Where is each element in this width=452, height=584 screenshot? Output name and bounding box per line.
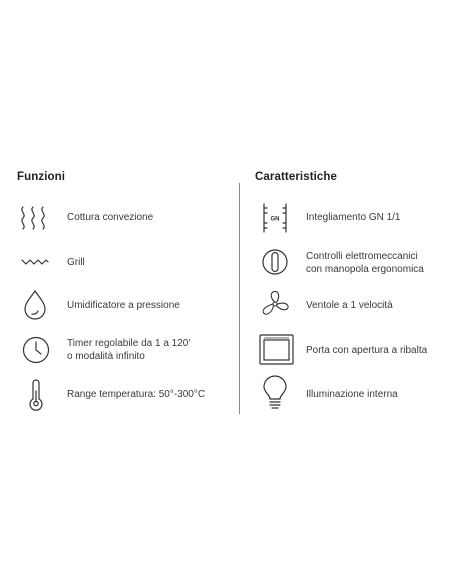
gn-tray-icon <box>262 203 288 233</box>
fan-icon <box>260 290 290 318</box>
thermometer-icon <box>28 380 44 410</box>
feature-label-cottura-convezione: Cottura convezione <box>67 212 154 223</box>
feature-label-porta: Porta con apertura a ribalta <box>306 345 428 356</box>
feature-label-grill: Grill <box>67 257 85 268</box>
funzioni-heading: Funzioni <box>17 171 66 183</box>
feature-label-timer: Timer regolabile da 1 a 120' o modalità infinito <box>67 338 191 362</box>
feature-label-illuminazione: Illuminazione interna <box>306 389 398 400</box>
feature-label-controlli: Controlli elettromeccanici con manopola ergonomica <box>306 251 424 275</box>
feature-label-umidificatore: Umidificatore a pressione <box>67 300 180 311</box>
gn-tray-icon-text: GN <box>270 216 280 223</box>
feature-label-ventole: Ventole a 1 velocità <box>306 300 393 311</box>
light-bulb-icon <box>262 377 288 411</box>
column-divider <box>239 183 240 414</box>
knob-icon <box>262 249 288 275</box>
convection-waves-icon <box>18 206 48 230</box>
water-drop-icon <box>23 290 47 320</box>
feature-label-integliamento: Integliamento GN 1/1 <box>306 212 401 223</box>
grill-zigzag-icon <box>21 258 49 266</box>
clock-icon <box>22 336 50 364</box>
feature-label-range-temperatura: Range temperatura: 50°-300°C <box>67 389 206 400</box>
caratteristiche-heading: Caratteristiche <box>255 171 338 183</box>
oven-door-icon <box>259 334 294 365</box>
